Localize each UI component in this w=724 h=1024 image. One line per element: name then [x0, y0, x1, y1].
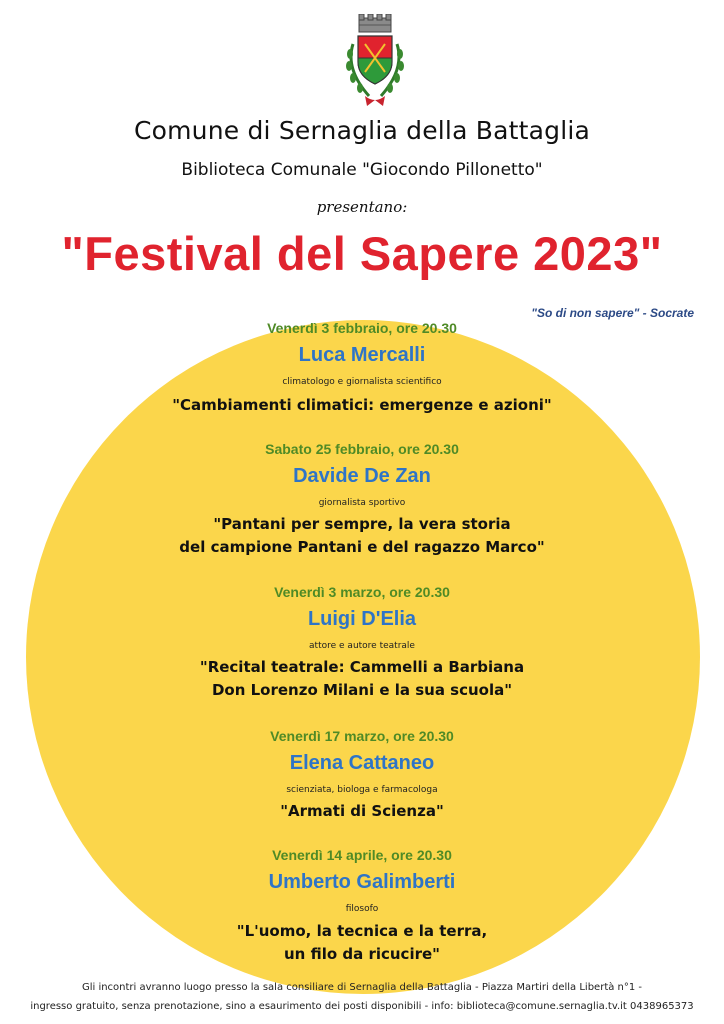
event-speaker: Davide De Zan: [293, 465, 431, 487]
event-speaker: Umberto Galimberti: [268, 871, 456, 893]
event-title: "Cambiamenti climatici: emergenze e azioni": [172, 396, 552, 414]
event-date: Venerdì 3 febbraio, ore 20.30: [267, 320, 457, 336]
event-title: "Armati di Scienza": [280, 802, 444, 820]
event-date: Venerdì 14 aprile, ore 20.30: [272, 847, 452, 863]
event-speaker: Luigi D'Elia: [307, 608, 417, 630]
event-speaker-role: attore e autore teatrale: [309, 641, 415, 651]
socrates-quote: "So di non sapere" - Socrate: [531, 306, 694, 320]
event-date: Venerdì 3 marzo, ore 20.30: [274, 584, 450, 600]
event-speaker: Luca Mercalli: [298, 344, 426, 366]
event-title: Don Lorenzo Milani e la sua scuola": [211, 681, 513, 699]
event-title: un filo da ricucire": [284, 945, 440, 963]
event-date: Venerdì 17 marzo, ore 20.30: [270, 728, 454, 744]
biblioteca-subheading: Biblioteca Comunale "Giocondo Pillonetto": [181, 160, 543, 180]
event-title: "Pantani per sempre, la vera storia: [213, 515, 511, 533]
comune-heading: Comune di Sernaglia della Battaglia: [133, 116, 591, 145]
footer-info-line: ingresso gratuito, senza prenotazione, sino a esaurimento dei posti disponibili - info: biblioteca@comune.sernaglia.tv.it 0438965373: [30, 1001, 694, 1012]
event-title: del campione Pantani e del ragazzo Marco": [179, 538, 545, 556]
event-speaker-role: filosofo: [345, 904, 379, 914]
event-speaker-role: scienziata, biologa e farmacologa: [286, 785, 438, 795]
presentano-text: presentano:: [316, 198, 408, 216]
footer-venue-line: Gli incontri avranno luogo presso la sala consiliare di Sernaglia della Battaglia - Piazza Martiri della Libertà n°1 -: [81, 982, 643, 993]
event-speaker-role: climatologo e giornalista scientifico: [282, 377, 442, 387]
event-speaker-role: giornalista sportivo: [318, 498, 406, 508]
event-speaker: Elena Cattaneo: [289, 752, 435, 774]
event-title: "Recital teatrale: Cammelli a Barbiana: [199, 658, 525, 676]
festival-title: "Festival del Sapere 2023": [61, 227, 663, 280]
event-date: Sabato 25 febbraio, ore 20.30: [265, 441, 459, 457]
event-title: "L'uomo, la tecnica e la terra,: [236, 922, 488, 940]
